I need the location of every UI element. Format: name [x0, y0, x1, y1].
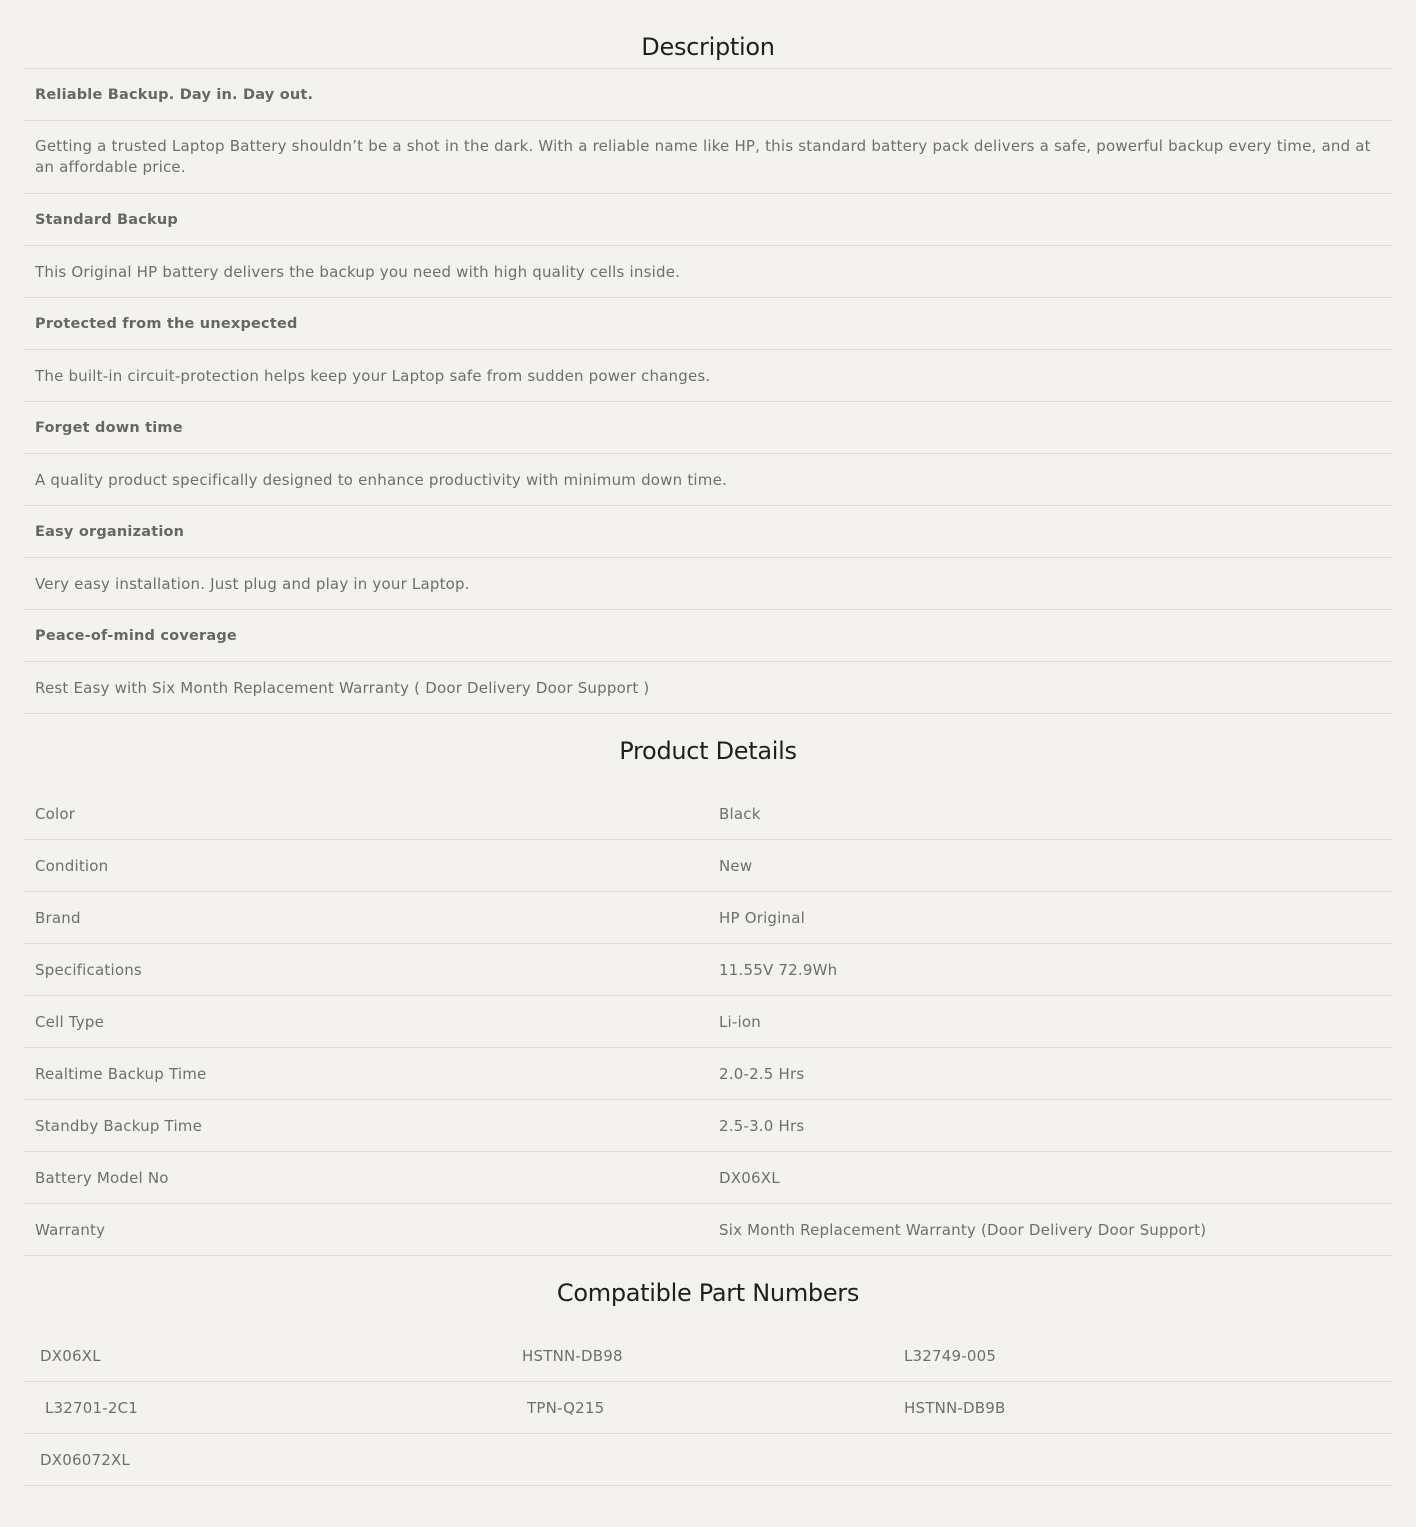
- description-row: [24, 454, 1392, 506]
- detail-key: Standby Backup Time: [35, 1116, 203, 1135]
- detail-value: 11.55V 72.9Wh: [719, 960, 838, 979]
- detail-value: HP Original: [719, 908, 805, 927]
- detail-row-realtime-backup: [24, 1048, 1392, 1100]
- part-number: DX06XL: [40, 1346, 101, 1365]
- compatible-parts-table: [24, 1330, 1392, 1486]
- detail-value: 2.5-3.0 Hrs: [719, 1116, 805, 1135]
- detail-key: Warranty: [35, 1220, 106, 1239]
- compat-row: [24, 1330, 1392, 1382]
- detail-value: Six Month Replacement Warranty (Door Delivery Door Support): [719, 1220, 1207, 1239]
- description-text: Very easy installation. Just plug and play in your Laptop.: [35, 574, 470, 593]
- product-info-panel: [24, 0, 1392, 1486]
- description-row: [24, 506, 1392, 558]
- detail-row-specifications: [24, 944, 1392, 996]
- description-row: [24, 194, 1392, 246]
- description-row: [24, 558, 1392, 610]
- detail-value: New: [719, 856, 753, 875]
- description-table: [24, 68, 1392, 714]
- description-row: [24, 246, 1392, 298]
- detail-value: Li-ion: [719, 1012, 761, 1031]
- detail-value: Black: [719, 804, 761, 823]
- detail-key: Condition: [35, 856, 109, 875]
- description-text: This Original HP battery delivers the backup you need with high quality cells inside.: [35, 262, 681, 281]
- description-row: [24, 298, 1392, 350]
- detail-key: Color: [35, 804, 76, 823]
- description-row: [24, 610, 1392, 662]
- description-heading: Easy organization: [35, 523, 185, 540]
- detail-row-color: [24, 788, 1392, 840]
- detail-row-brand: [24, 892, 1392, 944]
- description-text: Getting a trusted Laptop Battery shouldn’t be a shot in the dark. With a reliable name like HP, this standard battery pack delivers a safe, powerful backup every time, and at an affordable price.: [35, 137, 1371, 176]
- part-number: L32749-005: [904, 1346, 997, 1365]
- description-text: Rest Easy with Six Month Replacement Warranty ( Door Delivery Door Support ): [35, 678, 650, 697]
- part-number: TPN-Q215: [522, 1398, 605, 1417]
- description-row: [24, 662, 1392, 714]
- product-details-table: [24, 788, 1392, 1256]
- detail-row-cell-type: [24, 996, 1392, 1048]
- description-title: Description: [641, 33, 775, 61]
- compatible-parts-title: Compatible Part Numbers: [556, 1279, 860, 1307]
- part-number-empty: [506, 1434, 888, 1486]
- detail-key: Brand: [35, 908, 81, 927]
- detail-row-condition: [24, 840, 1392, 892]
- detail-row-model-no: [24, 1152, 1392, 1204]
- description-row: [24, 69, 1392, 121]
- detail-row-standby-backup: [24, 1100, 1392, 1152]
- description-heading: Peace-of-mind coverage: [35, 627, 237, 644]
- description-heading: Reliable Backup. Day in. Day out.: [35, 86, 314, 103]
- product-details-title: Product Details: [619, 737, 797, 765]
- part-number: HSTNN-DB9B: [904, 1398, 1006, 1417]
- detail-value: DX06XL: [719, 1168, 780, 1187]
- description-heading: Forget down time: [35, 419, 183, 436]
- part-number: HSTNN-DB98: [522, 1346, 623, 1365]
- detail-key: Specifications: [35, 960, 142, 979]
- description-heading: Standard Backup: [35, 211, 179, 228]
- description-heading: Protected from the unexpected: [35, 315, 298, 332]
- description-text: A quality product specifically designed to enhance productivity with minimum down time.: [35, 470, 727, 489]
- detail-value: 2.0-2.5 Hrs: [719, 1064, 805, 1083]
- detail-key: Realtime Backup Time: [35, 1064, 207, 1083]
- compat-row: [24, 1382, 1392, 1434]
- description-row: [24, 350, 1392, 402]
- detail-key: Battery Model No: [35, 1168, 169, 1187]
- part-number: DX06072XL: [40, 1450, 130, 1469]
- part-number: L32701-2C1: [40, 1398, 139, 1417]
- part-number-empty: [888, 1434, 1392, 1486]
- detail-row-warranty: [24, 1204, 1392, 1256]
- description-row: [24, 402, 1392, 454]
- description-text: The built-in circuit-protection helps keep your Laptop safe from sudden power changes.: [35, 366, 711, 385]
- description-row: [24, 121, 1392, 194]
- compat-row: [24, 1434, 1392, 1486]
- detail-key: Cell Type: [35, 1012, 105, 1031]
